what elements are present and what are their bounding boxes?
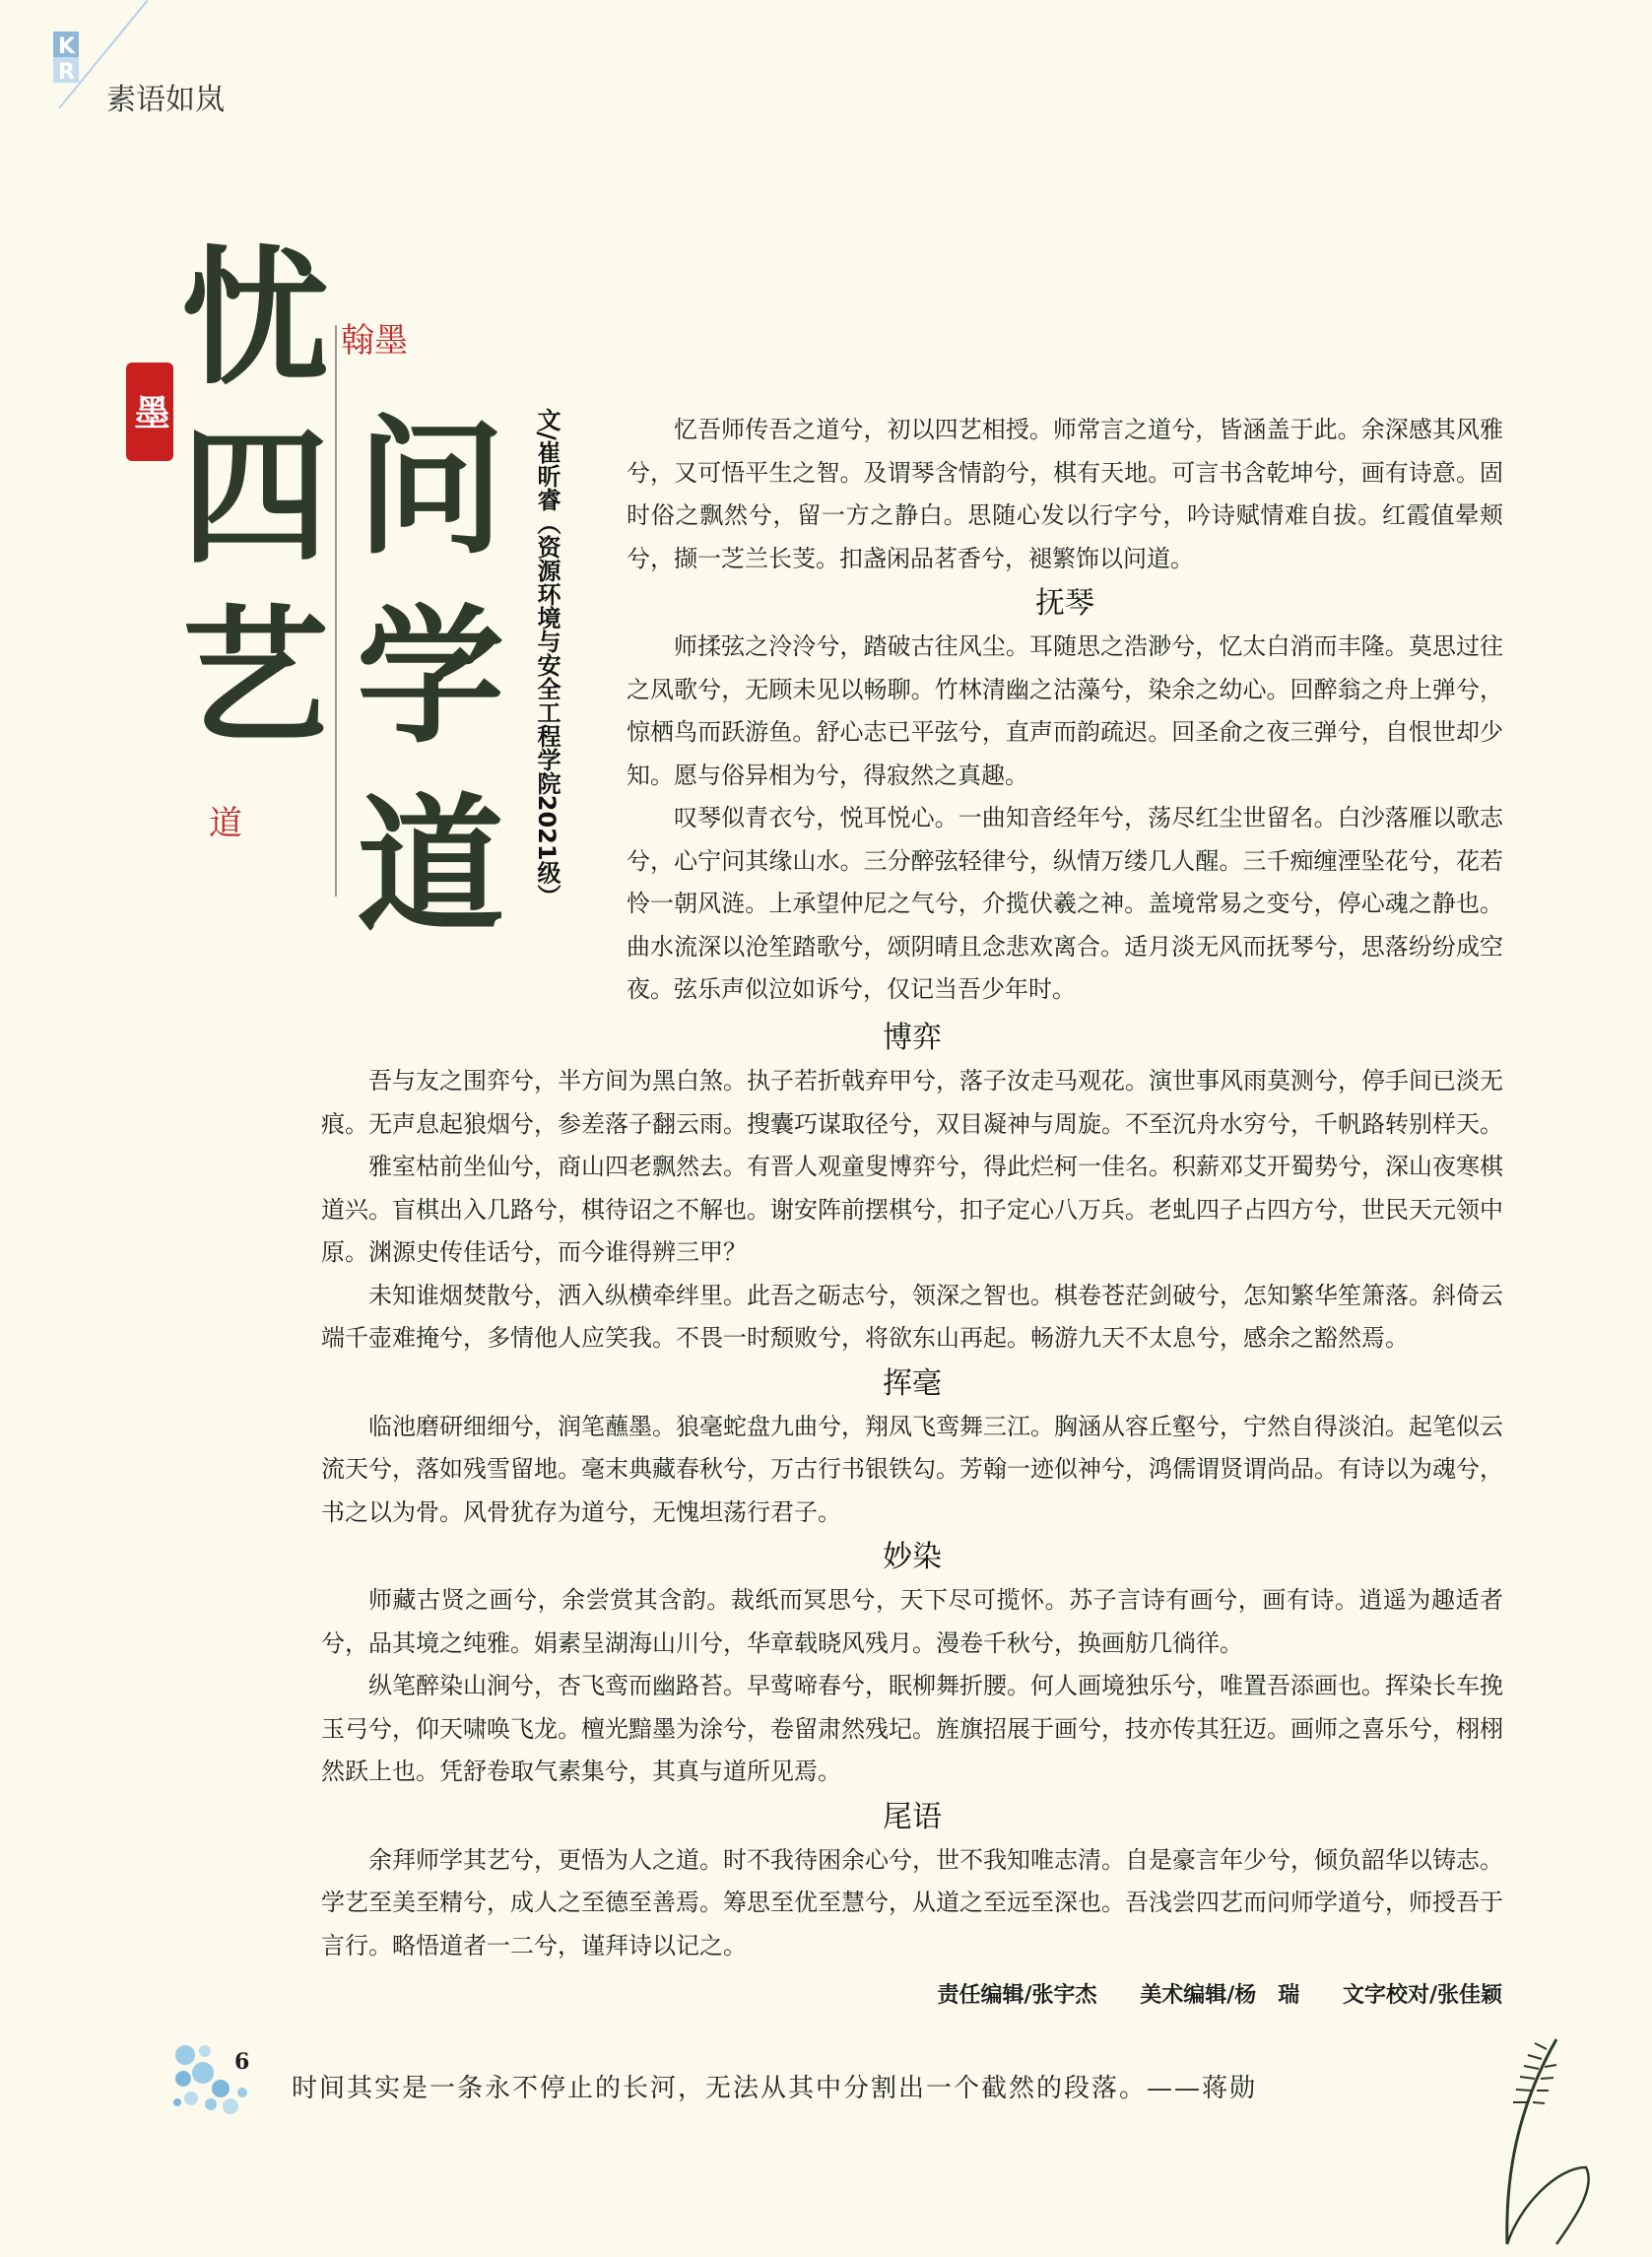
red-seal: 墨 (126, 363, 173, 461)
author-byline: 文/崔昕睿（资源环境与安全工程学院2021级） (533, 408, 561, 908)
column-name: 素语如岚 (106, 83, 225, 117)
paragraph: 临池磨研细细兮，润笔蘸墨。狼毫蛇盘九曲兮，翔凤飞鸾舞三江。胸涵从容丘壑兮，宁然自得淡泊。起笔似云流天兮，落如残雪留地。毫末典藏春秋兮，万古行书银铁勾。芳翰一迹似神兮，鸿儒谓贤谓尚品。有诗以为魂兮，书之以为骨。风骨犹存为道兮，无愧坦荡行君子。 (321, 1412, 1503, 1526)
credit-proofreader: 文字校对/张佳颖 (1342, 1983, 1502, 2008)
logo-letter-k: K (58, 34, 76, 59)
title-char-4: 问 (357, 401, 505, 574)
red-stamp-bottom: 道 (209, 804, 242, 843)
section-heading-miaoran: 妙染 (883, 1540, 942, 1574)
section-heading-weiyu: 尾语 (883, 1799, 942, 1834)
title-char-5: 学 (357, 590, 505, 763)
paragraph: 未知谁烟焚散兮，洒入纵横牵绊里。此吾之砺志兮，领深之智也。棋卷苍茫剑破兮，怎知繁华笙箫落。斜倚云端千壶难掩兮，多情他人应笑我。不畏一时颓败兮，将欲东山再起。畅游九天不太息兮，感余之豁然焉。 (321, 1281, 1503, 1352)
credit-art-editor: 美术编辑/杨 瑞 (1140, 1983, 1300, 2008)
paragraph: 师藏古贤之画兮，余尝赏其含韵。裁纸而冥思兮，天下尽可揽怀。苏子言诗有画兮，画有诗。逍遥为趣适者兮，品其境之纯雅。娟素呈湖海山川兮，华章载晓风残月。漫卷千秋兮，换画舫几徜徉。 (321, 1586, 1503, 1657)
page-number: 6 (234, 2049, 250, 2075)
paragraph: 吾与友之围弈兮，半方间为黑白煞。执子若折戟弃甲兮，落子汝走马观花。演世事风雨莫测兮，停手间已淡无痕。无声息起狼烟兮，参差落子翻云雨。搜囊巧谋取径兮，双目凝神与周旋。不至沉舟水穷兮，千帆路转别样天。 (321, 1067, 1503, 1138)
paragraph: 师揉弦之泠泠兮，踏破古往风尘。耳随思之浩渺兮，忆太白消而丰隆。莫思过往之凤歌兮，无顾未见以畅聊。竹林清幽之沽藻兮，染余之幼心。回醉翁之舟上弹兮，惊栖鸟而跃游鱼。舒心志已平弦兮，直声而韵疏迟。回圣俞之夜三弹兮，自恨世却少知。愿与俗异相为兮，得寂然之真趣。 (627, 632, 1503, 789)
title-divider (335, 325, 337, 896)
title-char-1: 忧 (181, 232, 330, 405)
title-char-3: 艺 (181, 590, 330, 763)
red-stamp-top: 翰墨 (341, 321, 408, 361)
credit-editor: 责任编辑/张宇杰 (937, 1983, 1097, 2008)
logo-letter-r: R (58, 60, 75, 85)
section-heading-huihao: 挥毫 (883, 1365, 942, 1401)
title-char-2: 四 (181, 411, 330, 584)
paragraph: 叹琴似青衣兮，悦耳悦心。一曲知音经年兮，荡尽红尘世留名。白沙落雁以歌志兮，心宁问其缘山水。三分醉弦轻律兮，纵情万缕几人醒。三千痴缠湮坠花兮，花若怜一朝风涟。上承望仲尼之气兮，介揽伏羲之神。盖境常易之变兮，停心魂之静也。曲水流深以沧笙踏歌兮，颂阴晴且念悲欢离合。适月淡无风而抚琴兮，思落纷纷成空夜。弦乐声似泣如诉兮，仅记当吾少年时。 (627, 804, 1503, 1003)
section-heading-boyi: 博弈 (883, 1021, 942, 1055)
paragraph: 纵笔醉染山涧兮，杏飞鸾而幽路苔。早莺啼春兮，眠柳舞折腰。何人画境独乐兮，唯置吾添画也。挥染长车挽玉弓兮，仰天啸唤飞龙。檀光黯墨为涂兮，卷留肃然残圮。旌旗招展于画兮，技亦传其狂迈。画师之喜乐兮，栩栩然跃上也。凭舒卷取气素集兮，其真与道所见焉。 (321, 1672, 1503, 1785)
article-top-column (627, 409, 1503, 1012)
grass-decoration-icon (1448, 2020, 1606, 2246)
footer-quote: 时间其实是一条永不停止的长河，无法从其中分割出一个截然的段落。——蒋勋 (292, 2074, 1258, 2103)
section-heading-fuqin: 抚琴 (1035, 586, 1094, 621)
intro-paragraph: 忆吾师传吾之道兮，初以四艺相授。师常言之道兮，皆涵盖于此。余深感其风雅兮，又可悟平生之智。及谓琴含情韵兮，棋有天地。可言书含乾坤兮，画有诗意。固时俗之飘然兮，留一方之静白。思随心发以行字兮，吟诗赋情难自拔。红霞值晕颊兮，撷一芝兰长芰。扣盏闲品茗香兮，褪繁饰以问道。 (627, 416, 1503, 572)
article-main-column (321, 1015, 1503, 1967)
editor-credits (910, 1978, 1502, 2009)
title-char-6: 道 (357, 779, 505, 953)
paragraph: 雅室枯前坐仙兮，商山四老飘然去。有晋人观童叟博弈兮，得此烂柯一佳名。积薪邓艾开蜀势兮，深山夜寒棋道兴。盲棋出入几路兮，棋待诏之不解也。谢安阵前摆棋兮，扣子定心八万兵。老虬四子占四方兮，世民天元领中原。渊源史传佳话兮，而今谁得辨三甲？ (321, 1153, 1503, 1266)
paragraph: 余拜师学其艺兮，更悟为人之道。时不我待困余心兮，世不我知唯志清。自是豪言年少兮，倾负韶华以铸志。学艺至美至精兮，成人之至德至善焉。筹思至优至慧兮，从道之至远至深也。吾浅尝四艺而问师学道兮，师授吾于言行。略悟道者一二兮，谨拜诗以记之。 (321, 1845, 1503, 1959)
